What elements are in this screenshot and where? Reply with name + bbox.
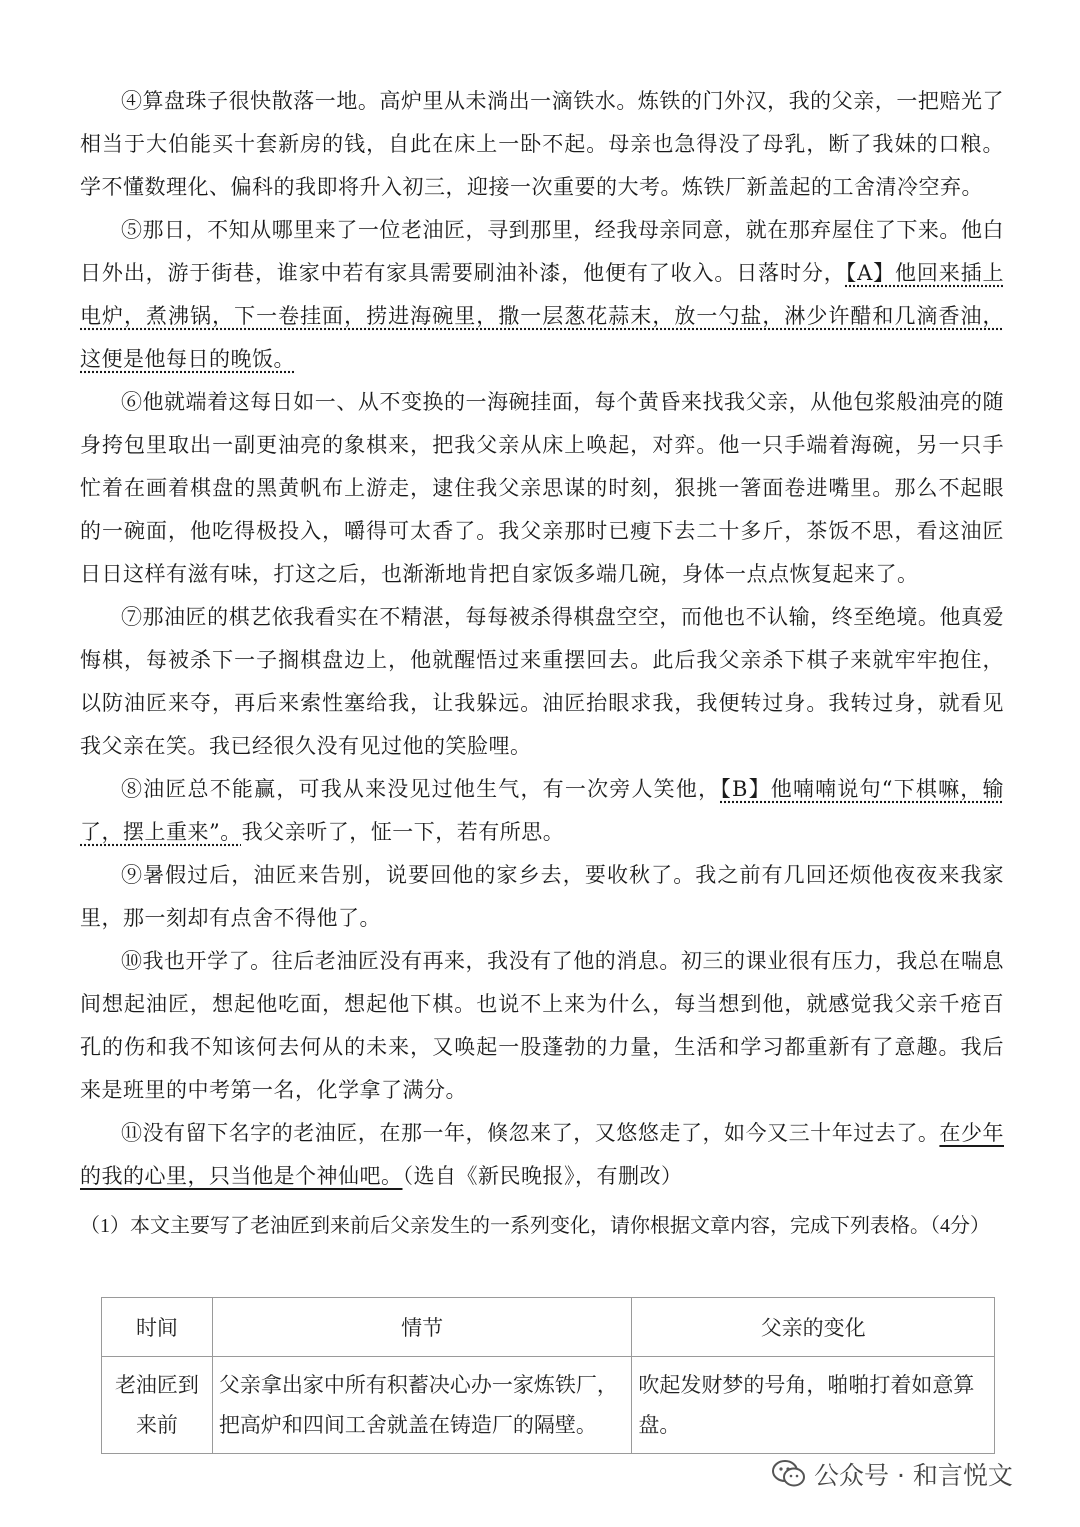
cell-change: 吹起发财梦的号角，啪啪打着如意算盘。 — [632, 1357, 995, 1454]
paragraph-11: ⑪没有留下名字的老油匠，在那一年，倏忽来了，又悠悠走了，如今又三十年过去了。在少年的我的心里，只当他是个神仙吧。（选自《新民晚报》，有删改） — [80, 1121, 1004, 1188]
watermark — [772, 1456, 1013, 1492]
paragraph-5: ⑤那日，不知从哪里来了一位老油匠，寻到那里，经我母亲同意，就在那弃屋住了下来。他白日外出，游于街巷，谁家中若有家具需要刷油补漆，他便有了收入。日落时分，【A】他回来插上电炉，煮沸锅，下一卷挂面，捞进海碗里，撒一层葱花蒜末，放一勺盐，淋少许醋和几滴香油，这便是他每日的晚饭。 — [80, 218, 1004, 371]
cell-time: 老油匠到来前 — [102, 1357, 213, 1454]
wechat-icon — [772, 1459, 806, 1489]
header-time: 时间 — [102, 1298, 213, 1357]
paragraph-7: ⑦那油匠的棋艺依我看实在不精湛，每每被杀得棋盘空空，而他也不认输，终至绝境。他真爱悔棋，每被杀下一子搁棋盘边上，他就醒悟过来重摆回去。此后我父亲杀下棋子来就牢牢抱住，以防油匠来夺，再后来索性塞给我，让我躲远。油匠抬眼求我，我便转过身。我转过身，就看见我父亲在笑。我已经很久没有见过他的笑脸哩。 — [80, 605, 1004, 758]
article-body — [80, 80, 1004, 1246]
paragraph-8: ⑧油匠总不能赢，可我从来没见过他生气，有一次旁人笑他，【B】他喃喃说句“下棋嘛，输了，摆上重来”。我父亲听了，怔一下，若有所思。 — [80, 777, 1004, 844]
watermark-text: 公众号 · 和言悦文 — [814, 1461, 1013, 1490]
paragraph-6: ⑥他就端着这每日如一、从不变换的一海碗挂面，每个黄昏来找我父亲，从他包浆般油亮的随身挎包里取出一副更油亮的象棋来，把我父亲从床上唤起，对弈。他一只手端着海碗，另一只手忙着在画着棋盘的黑黄帆布上游走，逮住我父亲思谋的时刻，狠挑一箸面卷进嘴里。那么不起眼的一碗面，他吃得极投入，嚼得可太香了。我父亲那时已瘦下去二十多斤，茶饭不思，看这油匠日日这样有滋有味，打这之后，也渐渐地肯把自家饭多端几碗，身体一点点恢复起来了。 — [80, 390, 1004, 586]
cell-plot: 父亲拿出家中所有积蓄决心办一家炼铁厂，把高炉和四间工舍就盖在铸造厂的隔壁。 — [212, 1357, 632, 1454]
question-1: （1）本文主要写了老油匠到来前后父亲发生的一系列变化，请你根据文章内容，完成下列表格。（4分） — [80, 1215, 990, 1237]
marked-sentence-b: 【B】他喃喃说句“下棋嘛，输了，摆上重来”。 — [80, 777, 1004, 844]
paragraph-9: ⑨暑假过后，油匠来告别，说要回他的家乡去，要收秋了。我之前有几回还烦他夜夜来我家里，那一刻却有点舍不得他了。 — [80, 863, 1004, 930]
paragraph-4: ④算盘珠子很快散落一地。高炉里从未淌出一滴铁水。炼铁的门外汉，我的父亲，一把赔光了相当于大伯能买十套新房的钱，自此在床上一卧不起。母亲也急得没了母乳，断了我妹的口粮。学不懂数理化、偏科的我即将升入初三，迎接一次重要的大考。炼铁厂新盖起的工舍清冷空弃。 — [80, 89, 1004, 199]
header-change: 父亲的变化 — [632, 1298, 995, 1357]
table-row — [102, 1357, 995, 1454]
answer-table — [101, 1297, 995, 1454]
paragraph-10: ⑩我也开学了。往后老油匠没有再来，我没有了他的消息。初三的课业很有压力，我总在喘息间想起油匠，想起他吃面，想起他下棋。也说不上来为什么，每当想到他，就感觉我父亲千疮百孔的伤和我不知该何去何从的未来，又唤起一股蓬勃的力量，生活和学习都重新有了意趣。我后来是班里的中考第一名，化学拿了满分。 — [80, 949, 1004, 1102]
underlined-sentence: 在少年的我的心里，只当他是个神仙吧。 — [80, 1121, 1004, 1188]
header-plot: 情节 — [212, 1298, 632, 1357]
table-header-row — [102, 1298, 995, 1357]
marked-sentence-a: 【A】他回来插上电炉，煮沸锅，下一卷挂面，捞进海碗里，撒一层葱花蒜末，放一勺盐，淋少许醋和几滴香油，这便是他每日的晚饭。 — [80, 261, 1004, 371]
